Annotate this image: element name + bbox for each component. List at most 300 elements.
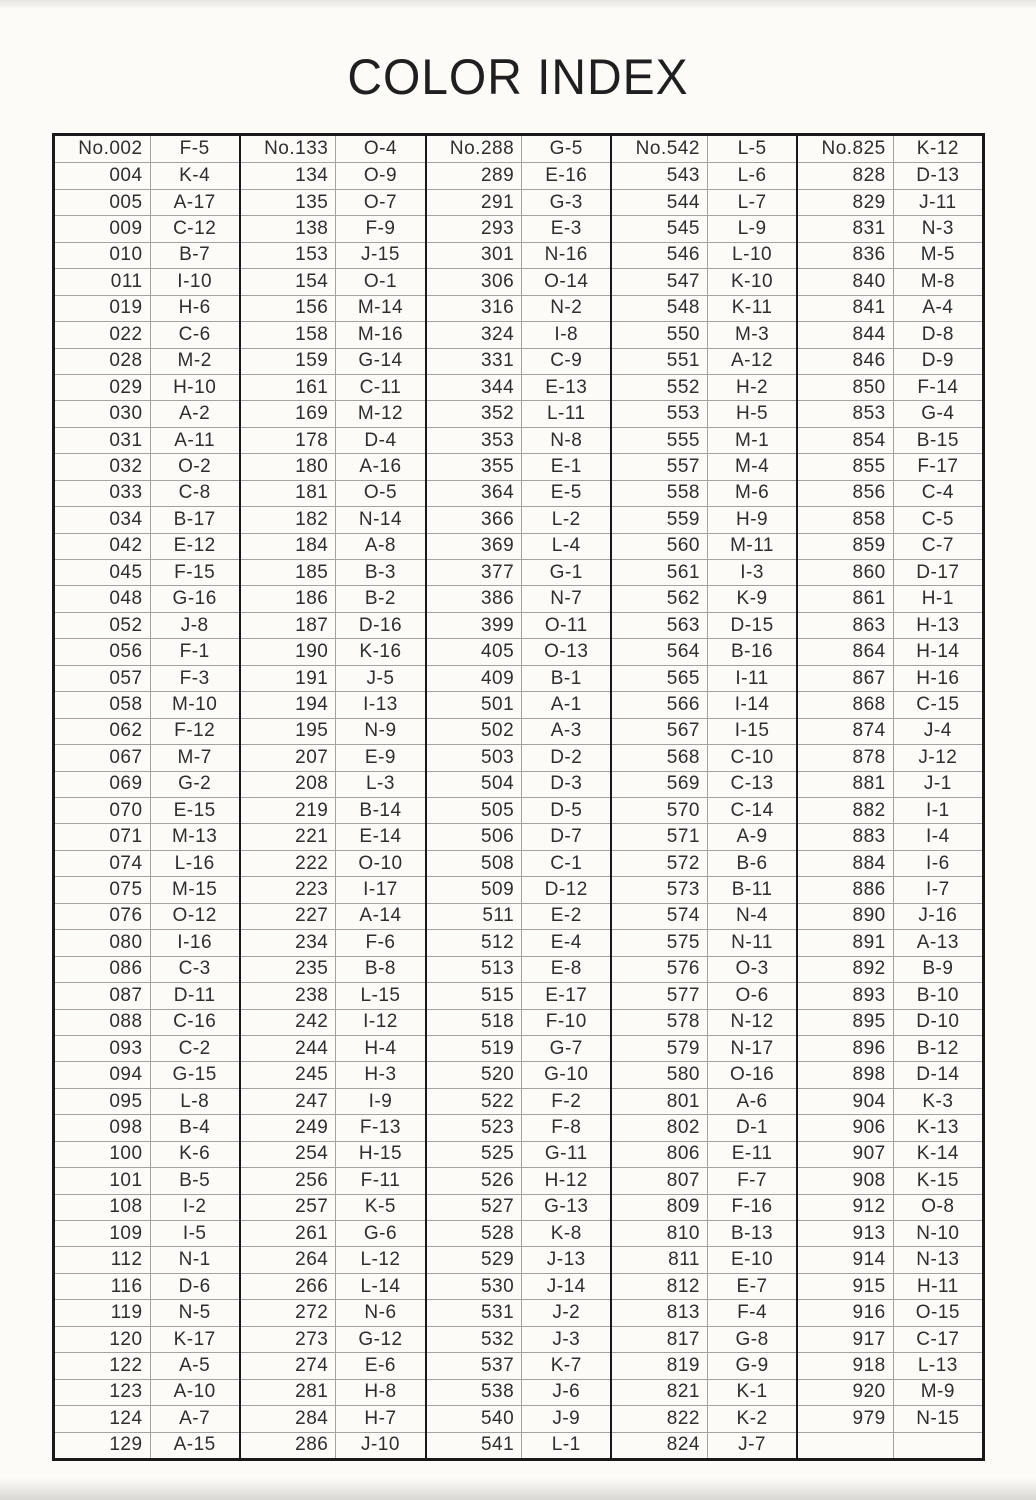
index-number-cell: 512 [427, 929, 523, 955]
grid-ref-cell: E-2 [522, 903, 610, 929]
grid-ref-cell: J-8 [151, 612, 239, 638]
grid-ref-cell: C-3 [151, 956, 239, 982]
index-number-cell: 112 [55, 1246, 151, 1272]
grid-ref-cell: G-5 [549, 138, 583, 160]
grid-ref-cell: H-11 [894, 1273, 982, 1299]
grid-ref-cell: O-12 [151, 903, 239, 929]
grid-ref-cell: C-6 [151, 321, 239, 347]
grid-ref-cell: E-1 [522, 453, 610, 479]
grid-ref-cell: M-16 [336, 321, 424, 347]
grid-ref-cell: O-11 [522, 612, 610, 638]
grid-ref-cell: O-15 [894, 1299, 982, 1325]
index-number-cell: 544 [612, 189, 708, 215]
index-number-cell: 916 [798, 1299, 894, 1325]
index-number-cell: 532 [427, 1326, 523, 1352]
grid-ref-cell: A-13 [894, 929, 982, 955]
index-number-cell: 860 [798, 559, 894, 585]
index-number-cell: 525 [427, 1141, 523, 1167]
grid-ref-cell: F-16 [708, 1194, 796, 1220]
grid-ref-cell: D-6 [151, 1273, 239, 1299]
grid-ref-cell: E-12 [151, 533, 239, 559]
index-number-cell: 316 [427, 295, 523, 321]
grid-ref-cell: C-9 [522, 348, 610, 374]
grid-ref-cell: I-6 [894, 850, 982, 876]
index-number-cell: 562 [612, 585, 708, 611]
index-number-cell: 182 [241, 506, 337, 532]
grid-ref-cell: D-3 [522, 771, 610, 797]
index-number-cell: 124 [55, 1405, 151, 1431]
index-number-cell: 854 [798, 427, 894, 453]
index-number-cell: 559 [612, 506, 708, 532]
index-number-cell: 527 [427, 1194, 523, 1220]
grid-ref-cell: G-3 [522, 189, 610, 215]
index-number-cell: 293 [427, 215, 523, 241]
index-number-cell: 511 [427, 903, 523, 929]
index-number-cell: 891 [798, 929, 894, 955]
index-number-cell: 552 [612, 374, 708, 400]
index-number-cell: 861 [798, 585, 894, 611]
grid-ref-cell: M-14 [336, 295, 424, 321]
grid-ref-cell: D-14 [894, 1061, 982, 1087]
index-number-cell: 030 [55, 400, 151, 426]
grid-ref-cell: H-14 [894, 638, 982, 664]
grid-ref-cell: C-11 [336, 374, 424, 400]
grid-ref-cell: M-3 [708, 321, 796, 347]
grid-ref-cell: O-10 [336, 850, 424, 876]
page-title: COLOR INDEX [347, 49, 689, 105]
index-number-cell: 069 [55, 771, 151, 797]
index-number-cell: 070 [55, 797, 151, 823]
grid-ref-cell: N-14 [336, 506, 424, 532]
grid-ref-cell: D-15 [708, 612, 796, 638]
index-number-cell: 261 [241, 1220, 337, 1246]
index-number-cell: 191 [241, 665, 337, 691]
index-number-cell: 180 [241, 453, 337, 479]
grid-ref-cell: I-4 [894, 823, 982, 849]
grid-ref-cell: C-14 [708, 797, 796, 823]
index-number-cell: 829 [798, 189, 894, 215]
grid-ref-cell: E-4 [522, 929, 610, 955]
index-number-cell: 010 [55, 242, 151, 268]
grid-ref-cell: J-12 [894, 744, 982, 770]
index-number-cell: 247 [241, 1088, 337, 1114]
index-number-cell: 031 [55, 427, 151, 453]
index-number-cell: 515 [427, 982, 523, 1008]
grid-ref-cell: D-5 [522, 797, 610, 823]
grid-ref-cell: O-1 [336, 268, 424, 294]
index-number-cell: 033 [55, 480, 151, 506]
grid-ref-cell: A-14 [336, 903, 424, 929]
index-number-cell: 565 [612, 665, 708, 691]
index-number-cell: 907 [798, 1141, 894, 1167]
index-number-cell: 855 [798, 453, 894, 479]
index-number-cell: 529 [427, 1246, 523, 1272]
index-number-cell: 819 [612, 1352, 708, 1378]
grid-ref-cell: N-6 [336, 1299, 424, 1325]
grid-ref-cell: C-15 [894, 691, 982, 717]
index-number-cell: 344 [427, 374, 523, 400]
index-number-cell: 540 [427, 1405, 523, 1431]
grid-ref-cell: G-13 [522, 1194, 610, 1220]
index-number-cell: 062 [55, 718, 151, 744]
index-number-cell: 822 [612, 1405, 708, 1431]
grid-ref-cell: F-15 [151, 559, 239, 585]
index-number-cell: 056 [55, 638, 151, 664]
index-number-cell: 080 [55, 929, 151, 955]
grid-ref-cell: I-11 [708, 665, 796, 691]
grid-ref-cell: B-9 [894, 956, 982, 982]
grid-ref-cell: D-9 [894, 348, 982, 374]
grid-ref-cell: F-1 [151, 638, 239, 664]
grid-ref-cell: B-17 [151, 506, 239, 532]
grid-ref-cell: M-9 [894, 1379, 982, 1405]
grid-ref-cell: B-13 [708, 1220, 796, 1246]
index-number-cell: 235 [241, 956, 337, 982]
index-number-cell: 019 [55, 295, 151, 321]
grid-ref-cell: I-14 [708, 691, 796, 717]
grid-ref-cell: E-6 [336, 1352, 424, 1378]
grid-ref-cell: C-16 [151, 1009, 239, 1035]
index-number-cell: 011 [55, 268, 151, 294]
index-number-cell: 898 [798, 1061, 894, 1087]
grid-ref-cell: K-17 [151, 1326, 239, 1352]
index-number-cell: 181 [241, 480, 337, 506]
index-number-cell: 098 [55, 1114, 151, 1140]
index-number-cell: 195 [241, 718, 337, 744]
grid-ref-cell: J-7 [708, 1432, 796, 1458]
index-number-cell: 806 [612, 1141, 708, 1167]
grid-ref-cell: M-7 [151, 744, 239, 770]
grid-ref-cell: C-4 [894, 480, 982, 506]
index-number-cell: 553 [612, 400, 708, 426]
index-number-cell: 813 [612, 1299, 708, 1325]
grid-ref-cell: F-12 [151, 718, 239, 744]
grid-ref-cell: B-15 [894, 427, 982, 453]
grid-ref-cell: J-2 [522, 1299, 610, 1325]
grid-ref-cell: O-13 [522, 638, 610, 664]
index-number-cell [798, 1432, 894, 1458]
index-number-cell: 841 [798, 295, 894, 321]
index-number-cell: No.825 [798, 136, 894, 162]
index-number-cell: 908 [798, 1167, 894, 1193]
index-number-cell: 884 [798, 850, 894, 876]
grid-ref-cell: M-4 [708, 453, 796, 479]
grid-ref-cell: C-17 [894, 1326, 982, 1352]
grid-ref-cell: K-3 [894, 1088, 982, 1114]
grid-ref-cell: G-8 [708, 1326, 796, 1352]
grid-ref-cell: K-13 [894, 1114, 982, 1140]
grid-ref-cell: E-14 [336, 823, 424, 849]
grid-ref-cell: N-9 [336, 718, 424, 744]
index-number-cell: 914 [798, 1246, 894, 1272]
index-number-cell: 221 [241, 823, 337, 849]
index-number-cell: 009 [55, 215, 151, 241]
index-number-cell: 523 [427, 1114, 523, 1140]
grid-ref-cell: O-6 [708, 982, 796, 1008]
index-number-cell: 324 [427, 321, 523, 347]
index-number-cell: 154 [241, 268, 337, 294]
grid-ref-cell: F-14 [894, 374, 982, 400]
index-number-cell: 543 [612, 162, 708, 188]
index-number-cell: 548 [612, 295, 708, 321]
index-number-cell: 274 [241, 1352, 337, 1378]
index-number-cell: 301 [427, 242, 523, 268]
index-number-cell: 807 [612, 1167, 708, 1193]
grid-ref-cell: E-9 [336, 744, 424, 770]
grid-ref-cell: O-4 [363, 138, 398, 160]
index-number-cell: 867 [798, 665, 894, 691]
index-number-cell: 364 [427, 480, 523, 506]
grid-ref-cell: H-5 [708, 400, 796, 426]
index-number-cell: 530 [427, 1273, 523, 1299]
grid-ref-cell: C-12 [151, 215, 239, 241]
index-number-cell: 119 [55, 1299, 151, 1325]
grid-ref-cell: H-7 [336, 1405, 424, 1431]
grid-ref-cell: N-13 [894, 1246, 982, 1272]
index-number-cell: 289 [427, 162, 523, 188]
grid-ref-cell: G-4 [894, 400, 982, 426]
index-number-cell: 108 [55, 1194, 151, 1220]
grid-ref-cell: E-13 [522, 374, 610, 400]
grid-ref-cell: A-16 [336, 453, 424, 479]
grid-ref-cell: G-10 [522, 1061, 610, 1087]
index-number-cell: 245 [241, 1061, 337, 1087]
index-number-cell: 184 [241, 533, 337, 559]
grid-ref-cell: L-13 [894, 1352, 982, 1378]
index-number-cell: 029 [55, 374, 151, 400]
grid-ref-cell: D-11 [151, 982, 239, 1008]
grid-ref-cell: B-14 [336, 797, 424, 823]
index-number-cell: 242 [241, 1009, 337, 1035]
index-number-cell: 042 [55, 533, 151, 559]
index-number-cell: 545 [612, 215, 708, 241]
index-number-cell: 281 [241, 1379, 337, 1405]
index-number-cell: 508 [427, 850, 523, 876]
grid-ref-cell: J-3 [522, 1326, 610, 1352]
grid-ref-cell: H-3 [336, 1061, 424, 1087]
grid-ref-cell: L-4 [522, 533, 610, 559]
index-number-cell: 509 [427, 876, 523, 902]
index-number-cell: 355 [427, 453, 523, 479]
index-number-cell: 913 [798, 1220, 894, 1246]
grid-ref-cell: A-7 [151, 1405, 239, 1431]
index-number-cell: 878 [798, 744, 894, 770]
grid-ref-cell: F-5 [179, 138, 210, 160]
index-number-cell: 207 [241, 744, 337, 770]
index-number-cell: 846 [798, 348, 894, 374]
index-number-cell: 896 [798, 1035, 894, 1061]
index-number-cell: 812 [612, 1273, 708, 1299]
index-number-cell: 863 [798, 612, 894, 638]
index-number-cell: 244 [241, 1035, 337, 1061]
grid-ref-cell: L-14 [336, 1273, 424, 1299]
grid-ref-cell: E-15 [151, 797, 239, 823]
grid-ref-cell: I-8 [522, 321, 610, 347]
index-number-cell: 578 [612, 1009, 708, 1035]
grid-ref-cell: D-4 [336, 427, 424, 453]
index-number-cell: 520 [427, 1061, 523, 1087]
grid-ref-cell: A-1 [522, 691, 610, 717]
index-number-cell: 405 [427, 638, 523, 664]
grid-ref-cell: M-10 [151, 691, 239, 717]
column-pair-1 [55, 136, 239, 1458]
grid-ref-cell: B-4 [151, 1114, 239, 1140]
index-number-cell: 568 [612, 744, 708, 770]
grid-ref-cell: C-8 [151, 480, 239, 506]
index-number-cell: 284 [241, 1405, 337, 1431]
index-number-cell: 409 [427, 665, 523, 691]
index-number-cell: 071 [55, 823, 151, 849]
index-number-cell: 266 [241, 1273, 337, 1299]
grid-ref-cell: D-7 [522, 823, 610, 849]
grid-ref-cell: N-12 [708, 1009, 796, 1035]
index-number-cell: 227 [241, 903, 337, 929]
index-number-cell: 238 [241, 982, 337, 1008]
grid-ref-cell: O-8 [894, 1194, 982, 1220]
index-number-cell: 821 [612, 1379, 708, 1405]
index-number-cell: No.288 [427, 136, 523, 162]
grid-ref-cell: L-15 [336, 982, 424, 1008]
grid-ref-cell: M-12 [336, 400, 424, 426]
grid-ref-cell: B-1 [522, 665, 610, 691]
grid-ref-cell: N-10 [894, 1220, 982, 1246]
index-number-cell: 377 [427, 559, 523, 585]
index-number-cell: 904 [798, 1088, 894, 1114]
index-number-cell: 531 [427, 1299, 523, 1325]
grid-ref-cell: C-13 [708, 771, 796, 797]
index-number-cell: 550 [612, 321, 708, 347]
index-number-cell: 560 [612, 533, 708, 559]
grid-ref-cell: L-9 [708, 215, 796, 241]
index-number-cell: 526 [427, 1167, 523, 1193]
grid-ref-cell: I-1 [894, 797, 982, 823]
index-number-cell: 836 [798, 242, 894, 268]
index-number-cell: 557 [612, 453, 708, 479]
index-number-cell: 893 [798, 982, 894, 1008]
index-number-cell: 503 [427, 744, 523, 770]
grid-ref-cell: K-15 [894, 1167, 982, 1193]
grid-ref-cell: K-5 [336, 1194, 424, 1220]
grid-ref-cell: J-4 [894, 718, 982, 744]
index-number-cell: 840 [798, 268, 894, 294]
index-number-cell: 088 [55, 1009, 151, 1035]
grid-ref-cell: H-2 [708, 374, 796, 400]
grid-ref-cell: O-9 [336, 162, 424, 188]
grid-ref-cell: L-10 [708, 242, 796, 268]
index-number-cell: 859 [798, 533, 894, 559]
grid-ref-cell: K-7 [522, 1352, 610, 1378]
index-number-cell: 067 [55, 744, 151, 770]
index-number-cell: 505 [427, 797, 523, 823]
grid-ref-cell: M-6 [708, 480, 796, 506]
index-number-cell: 502 [427, 718, 523, 744]
index-number-cell: 273 [241, 1326, 337, 1352]
grid-ref-cell: N-17 [708, 1035, 796, 1061]
grid-ref-cell: G-11 [522, 1141, 610, 1167]
index-number-cell: 555 [612, 427, 708, 453]
index-number-cell: 570 [612, 797, 708, 823]
index-number-cell: 892 [798, 956, 894, 982]
grid-ref-cell: L-2 [522, 506, 610, 532]
grid-ref-cell: A-15 [151, 1432, 239, 1458]
grid-ref-cell: F-11 [336, 1167, 424, 1193]
grid-ref-cell: N-15 [894, 1405, 982, 1431]
index-number-cell: 915 [798, 1273, 894, 1299]
index-number-cell: 087 [55, 982, 151, 1008]
index-number-cell: 291 [427, 189, 523, 215]
index-number-cell: 186 [241, 585, 337, 611]
grid-ref-cell: K-16 [336, 638, 424, 664]
index-number-cell: 032 [55, 453, 151, 479]
index-number-cell: 095 [55, 1088, 151, 1114]
grid-ref-cell: H-1 [894, 585, 982, 611]
grid-ref-cell: E-17 [522, 982, 610, 1008]
index-number-cell: 369 [427, 533, 523, 559]
grid-ref-cell: J-10 [336, 1432, 424, 1458]
index-number-cell: 801 [612, 1088, 708, 1114]
grid-ref-cell: C-7 [894, 533, 982, 559]
index-number-cell: 185 [241, 559, 337, 585]
grid-ref-cell: H-9 [708, 506, 796, 532]
index-number-cell: 546 [612, 242, 708, 268]
column-pair-2 [239, 136, 425, 1458]
grid-ref-cell: N-5 [151, 1299, 239, 1325]
grid-ref-cell: J-1 [894, 771, 982, 797]
index-number-cell: 123 [55, 1379, 151, 1405]
index-number-cell: 563 [612, 612, 708, 638]
index-number-cell: 850 [798, 374, 894, 400]
index-number-cell: 234 [241, 929, 337, 955]
index-number-cell: 086 [55, 956, 151, 982]
index-number-cell: 134 [241, 162, 337, 188]
index-number-cell: 074 [55, 850, 151, 876]
grid-ref-cell: A-5 [151, 1352, 239, 1378]
index-number-cell: 802 [612, 1114, 708, 1140]
grid-ref-cell: I-13 [336, 691, 424, 717]
index-number-cell: 522 [427, 1088, 523, 1114]
grid-ref-cell: G-14 [336, 348, 424, 374]
grid-ref-cell: M-2 [151, 348, 239, 374]
index-number-cell: 541 [427, 1432, 523, 1458]
grid-ref-cell: J-9 [522, 1405, 610, 1431]
index-number-cell: 561 [612, 559, 708, 585]
index-number-cell: No.542 [612, 136, 708, 162]
index-number-cell: 864 [798, 638, 894, 664]
index-number-cell: 824 [612, 1432, 708, 1458]
grid-ref-cell: D-8 [894, 321, 982, 347]
grid-ref-cell: A-10 [151, 1379, 239, 1405]
grid-ref-cell: M-11 [708, 533, 796, 559]
grid-ref-cell: O-16 [708, 1061, 796, 1087]
grid-ref-cell: C-1 [522, 850, 610, 876]
grid-ref-cell: I-9 [336, 1088, 424, 1114]
index-number-cell: 257 [241, 1194, 337, 1220]
index-number-cell: 811 [612, 1246, 708, 1272]
index-number-cell: 856 [798, 480, 894, 506]
index-number-cell: 573 [612, 876, 708, 902]
grid-ref-cell: H-12 [522, 1167, 610, 1193]
grid-ref-cell: A-17 [151, 189, 239, 215]
grid-ref-cell: J-5 [336, 665, 424, 691]
grid-ref-cell: B-16 [708, 638, 796, 664]
grid-ref-cell: E-10 [708, 1246, 796, 1272]
grid-ref-cell: I-15 [708, 718, 796, 744]
grid-ref-cell: E-7 [708, 1273, 796, 1299]
grid-ref-cell: F-9 [336, 215, 424, 241]
index-number-cell: 886 [798, 876, 894, 902]
grid-ref-cell: J-14 [522, 1273, 610, 1299]
grid-ref-cell: M-5 [894, 242, 982, 268]
